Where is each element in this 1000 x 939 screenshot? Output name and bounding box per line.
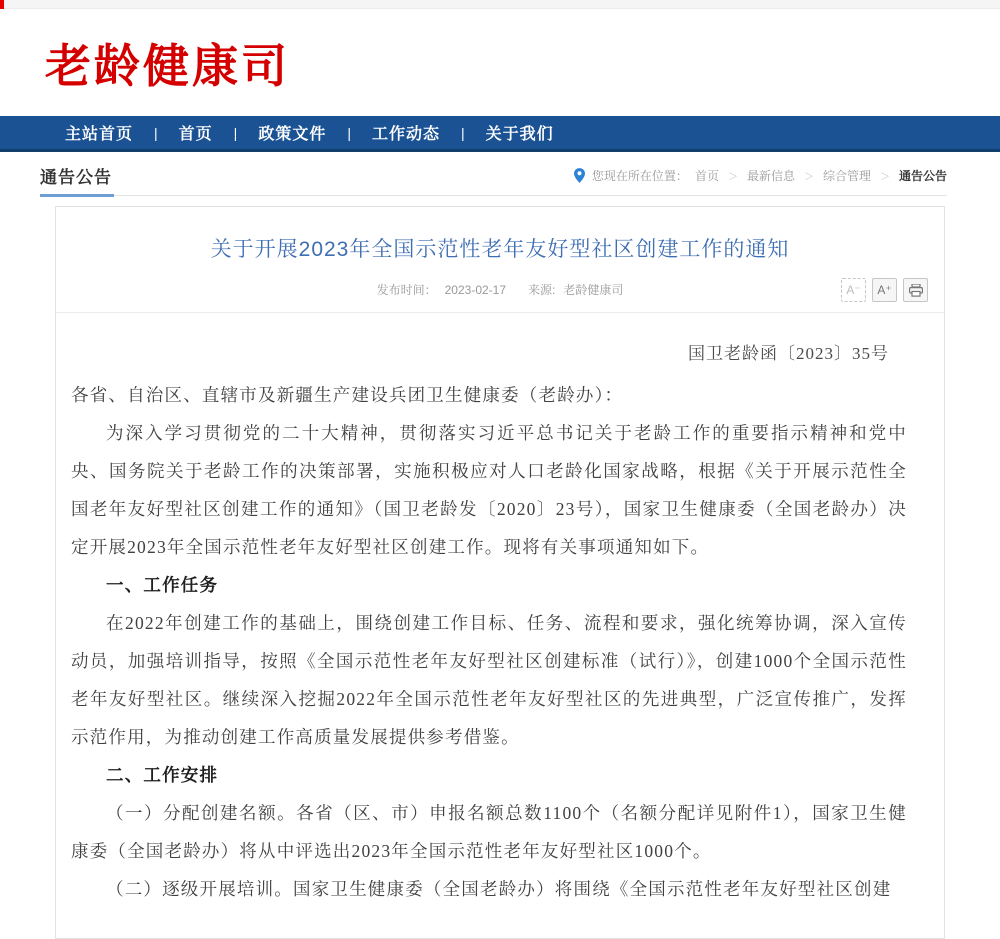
print-icon (909, 284, 923, 297)
article-tools (841, 278, 928, 302)
article-header (56, 207, 944, 313)
article-body (56, 364, 944, 938)
top-left-marker (0, 0, 4, 9)
breadcrumb (574, 167, 947, 184)
section-title: 通告公告 (40, 168, 112, 187)
separator: | (154, 124, 158, 141)
nav-item[interactable]: 政策文件 (258, 126, 327, 143)
breadcrumb-link[interactable]: 最新信息 (746, 169, 795, 183)
section-title-underline (40, 194, 114, 197)
breadcrumb-link[interactable]: 综合管理 (822, 169, 871, 183)
site-header (0, 9, 1000, 116)
location-pin-icon (574, 168, 585, 183)
separator: | (460, 124, 465, 141)
separator: | (233, 124, 238, 141)
nav-item[interactable]: 首页 (178, 126, 213, 143)
separator: ＞ (803, 172, 814, 183)
breadcrumb-path (695, 167, 947, 184)
source-label: 来源: (528, 283, 556, 297)
font-larger-button[interactable]: A⁺ (872, 278, 897, 302)
site-logo[interactable]: 老龄健康司 (45, 39, 290, 92)
breadcrumb-label: 您现在所在位置： (591, 169, 688, 183)
separator: ＞ (879, 172, 890, 183)
breadcrumb-row (40, 156, 947, 196)
separator: ＞ (727, 172, 738, 183)
nav-item[interactable]: 主站首页 (65, 126, 134, 143)
paragraph: 各省、自治区、直辖市及新疆生产建设兵团卫生健康委（老龄办）： (71, 385, 624, 405)
source-value: 老龄健康司 (563, 283, 624, 297)
paragraph: 二、工作安排 (106, 765, 219, 785)
article-title: 关于开展2023年全国示范性老年友好型社区创建工作的通知 (210, 238, 790, 261)
publish-label: 发布时间： (376, 283, 437, 297)
article-meta (76, 281, 924, 298)
nav-item[interactable]: 工作动态 (371, 126, 440, 143)
paragraph: （二）逐级开展培训。国家卫生健康委（全国老龄办）将围绕《全国示范性老年友好型社区创建 (106, 879, 892, 899)
nav-item[interactable]: 关于我们 (485, 126, 554, 143)
breadcrumb-link[interactable]: 首页 (694, 169, 719, 183)
paragraph: 为深入学习贯彻党的二十大精神，贯彻落实习近平总书记关于老龄工作的重要指示精神和党中央、国务院关于老龄工作的决策部署，实施积极应对人口老龄化国家战略，根据《关于开展示范性全国老年友好型社区创建工作的通知》（国卫老龄发〔2020〕23号），国家卫生健康委（全国老龄办）决定开展2023年全国示范性老年友好型社区创建工作。现将有关事项通知如下。 (71, 423, 907, 557)
article-container (55, 206, 945, 939)
main-nav (0, 116, 1000, 152)
print-button[interactable] (903, 278, 928, 302)
section-title-wrap (40, 163, 112, 188)
separator: | (347, 124, 351, 141)
publish-date: 2023-02-17 (444, 283, 507, 297)
paragraph: （一）分配创建名额。各省（区、市）申报名额总数1100个（名额分配详见附件1），国家卫生健康委（全国老龄办）将从中评选出2023年全国示范性老年友好型社区1000个。 (71, 803, 907, 861)
breadcrumb-link[interactable]: 通告公告 (898, 169, 947, 183)
paragraph: 在2022年创建工作的基础上，围绕创建工作目标、任务、流程和要求，强化统筹协调，深入宣传动员，加强培训指导，按照《全国示范性老年友好型社区创建标准（试行）》，创建1000个全国示范性老年友好型社区。继续深入挖掘2022年全国示范性老年友好型社区的先进典型，广泛宣传推广，发挥示范作用，为推动创建工作高质量发展提供参考借鉴。 (71, 613, 907, 747)
paragraph: 一、工作任务 (106, 575, 219, 595)
font-smaller-button[interactable]: A⁻ (841, 278, 866, 302)
top-strip (0, 0, 1000, 9)
doc-number: 国卫老龄函〔2023〕35号 (688, 344, 889, 363)
